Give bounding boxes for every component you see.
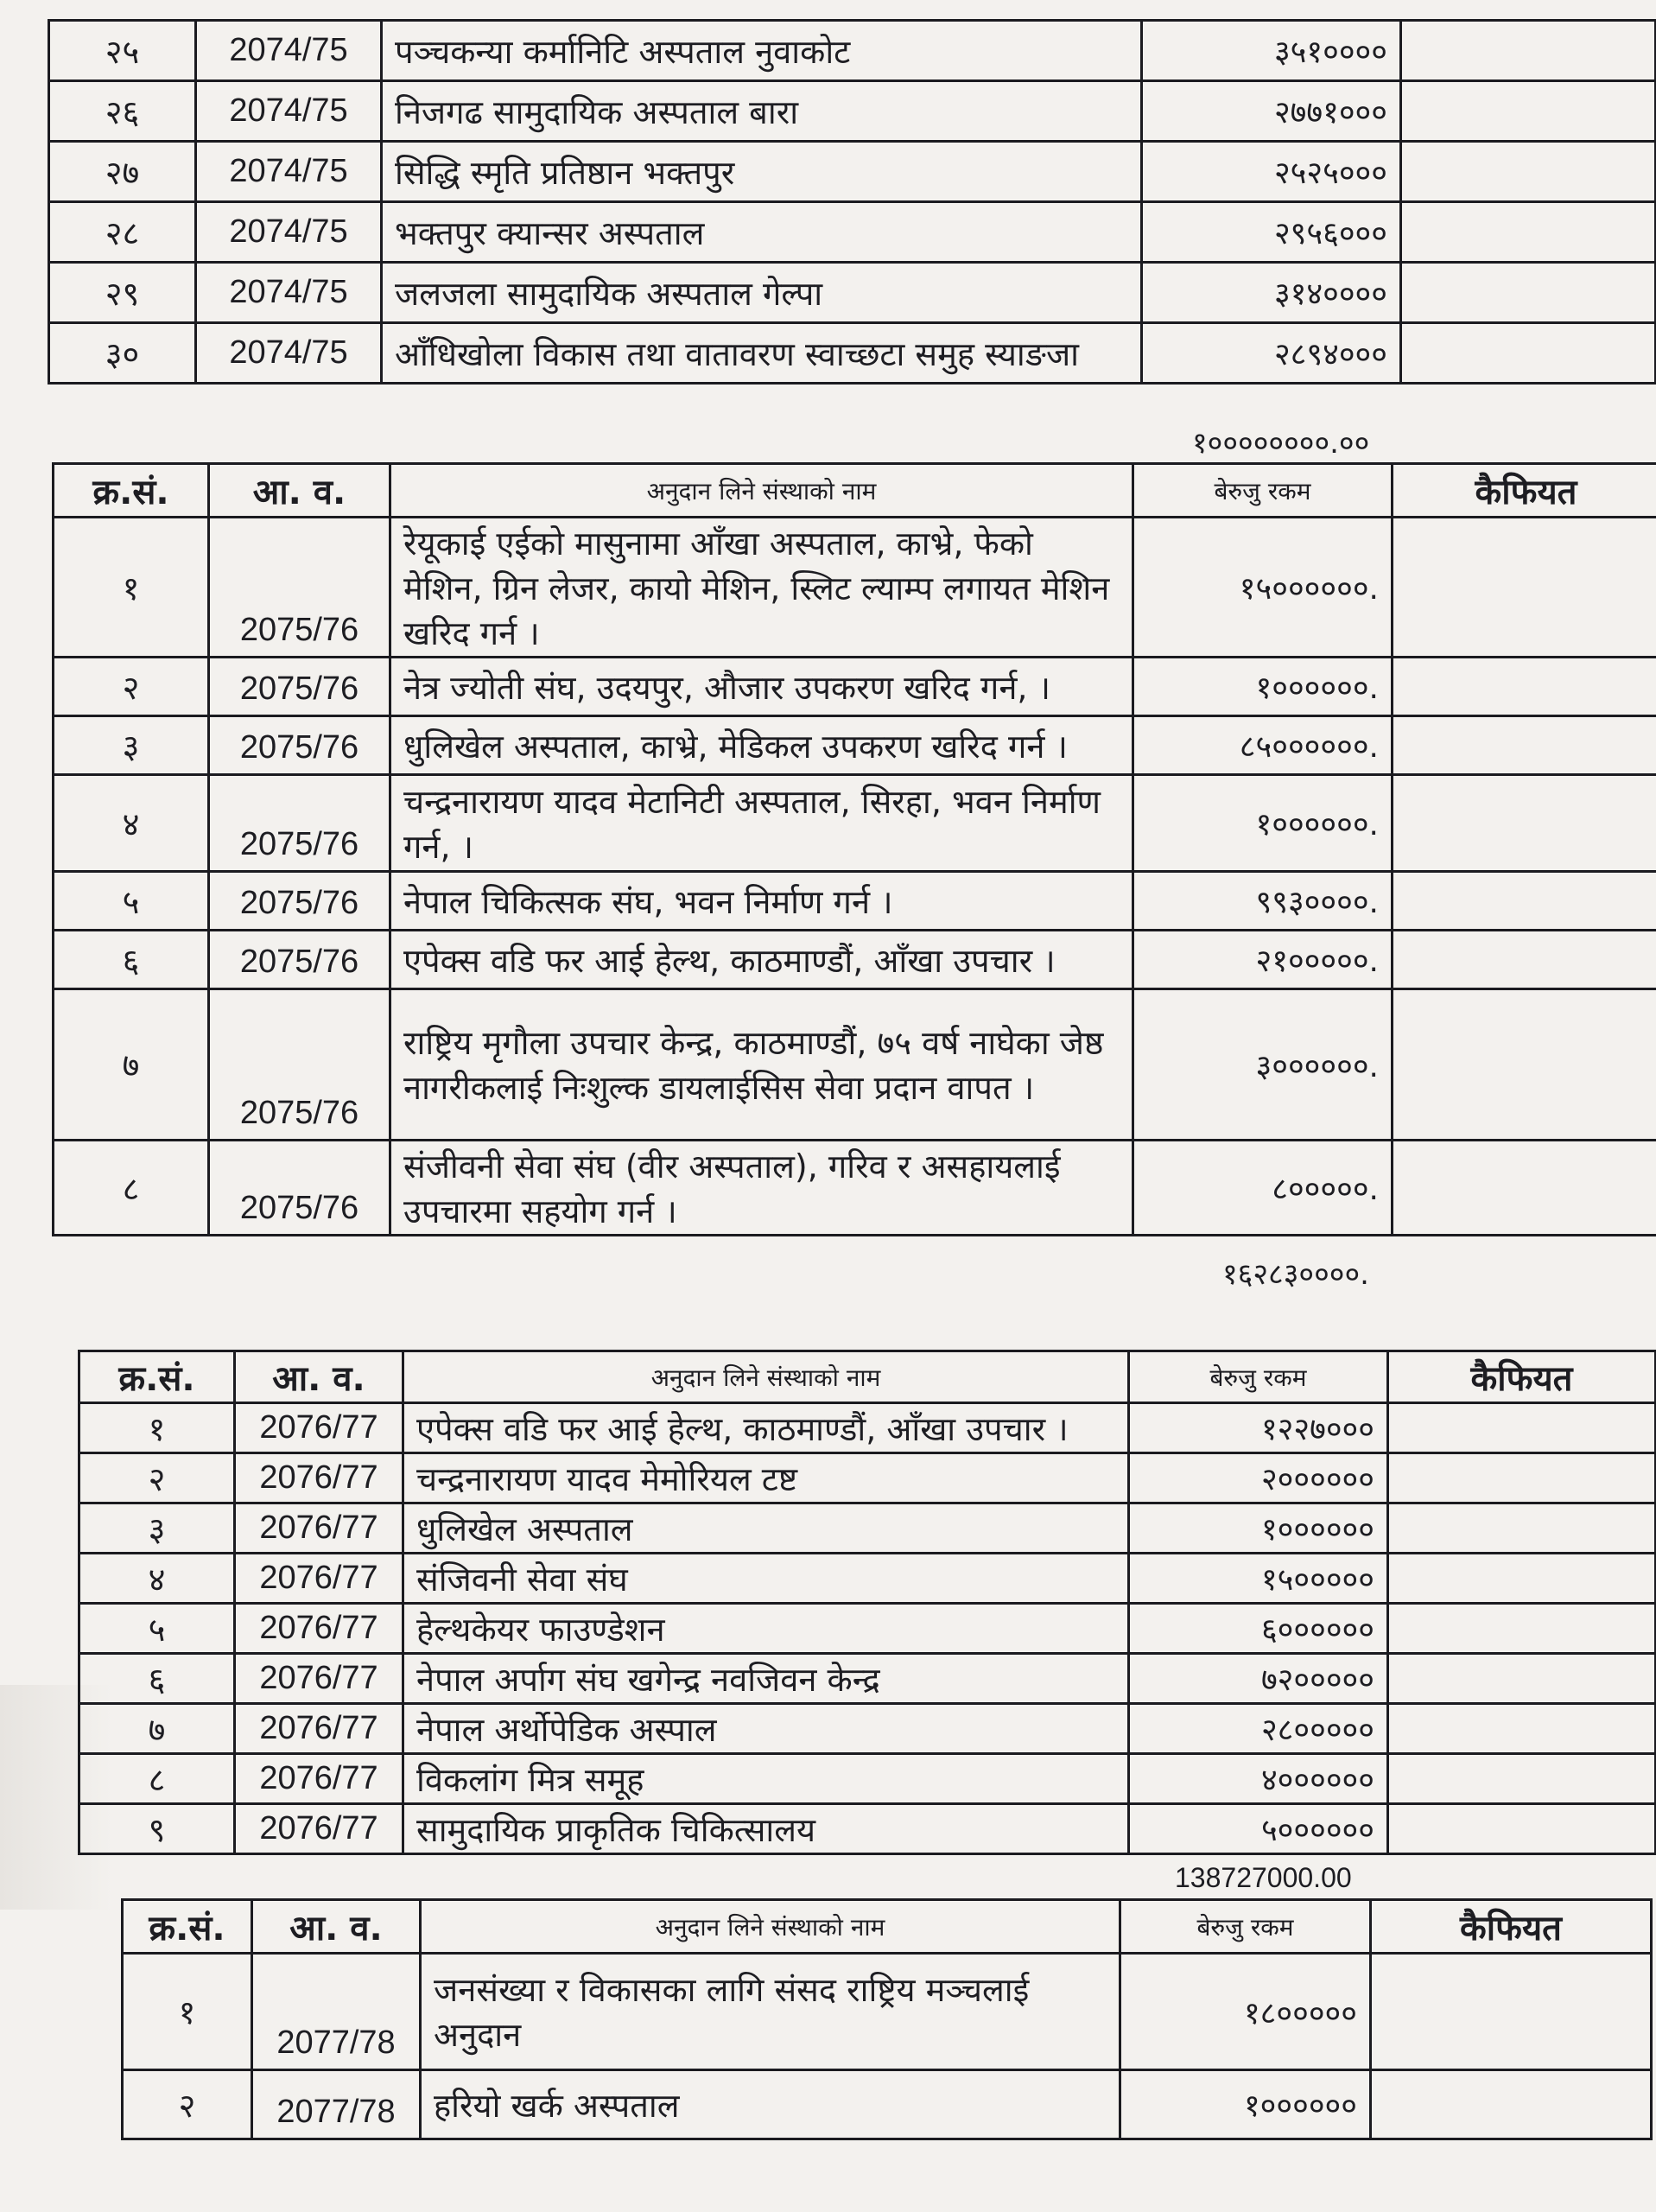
serial-number-cell: ७ <box>79 1704 235 1754</box>
grant-table-2077-78 <box>121 1898 1653 2140</box>
organization-name-cell: सामुदायिक प्राकृतिक चिकित्सालय <box>403 1804 1129 1854</box>
grant-table-2074-75 <box>48 19 1656 385</box>
amount-cell: ७२००००० <box>1129 1654 1388 1704</box>
header-sn: क्र.सं. <box>54 464 209 518</box>
fiscal-year-cell: 2076/77 <box>235 1554 403 1604</box>
table-row <box>79 1403 1656 1453</box>
fiscal-year-cell: 2075/76 <box>209 775 390 872</box>
remarks-cell <box>1388 1704 1656 1754</box>
remarks-cell <box>1388 1403 1656 1453</box>
serial-number-cell: ३० <box>49 323 196 384</box>
amount-cell: ४०००००० <box>1129 1754 1388 1804</box>
amount-cell: २८००००० <box>1129 1704 1388 1754</box>
remarks-cell <box>1401 323 1656 384</box>
amount-cell: ३१४०००० <box>1142 263 1401 323</box>
header-sn: क्र.सं. <box>123 1900 252 1954</box>
organization-name-cell: विकलांग मित्र समूह <box>403 1754 1129 1804</box>
organization-name-cell: एपेक्स वडि फर आई हेल्थ, काठमाण्डौं, आँखा उपचार । <box>390 931 1133 989</box>
table-row <box>79 1754 1656 1804</box>
table-row <box>54 658 1656 716</box>
fiscal-year-cell: 2077/78 <box>252 1954 421 2070</box>
amount-cell: १००००००. <box>1133 775 1393 872</box>
amount-cell: १५००००००. <box>1133 518 1393 658</box>
serial-number-cell: ६ <box>79 1654 235 1704</box>
amount-cell: ८५००००००. <box>1133 716 1393 775</box>
fiscal-year-cell: 2076/77 <box>235 1804 403 1854</box>
serial-number-cell: २६ <box>49 81 196 142</box>
serial-number-cell: २७ <box>49 142 196 202</box>
table2-total: १६२८३००००. <box>1222 1257 1369 1292</box>
remarks-cell <box>1388 1654 1656 1704</box>
fiscal-year-cell: 2076/77 <box>235 1503 403 1554</box>
header-org: अनुदान लिने संस्थाको नाम <box>403 1351 1129 1403</box>
serial-number-cell: २ <box>123 2070 252 2139</box>
serial-number-cell: ५ <box>54 872 209 931</box>
organization-name-cell: आँधिखोला विकास तथा वातावरण स्वाच्छटा समुह स्याङजा <box>382 323 1142 384</box>
serial-number-cell: ८ <box>79 1754 235 1804</box>
serial-number-cell: १ <box>123 1954 252 2070</box>
amount-cell: १०००००० <box>1129 1503 1388 1554</box>
organization-name-cell: भक्तपुर क्यान्सर अस्पताल <box>382 202 1142 263</box>
header-amount: बेरुजु रकम <box>1120 1900 1371 1954</box>
serial-number-cell: ४ <box>79 1554 235 1604</box>
amount-cell: ३००००००. <box>1133 989 1393 1141</box>
fiscal-year-cell: 2075/76 <box>209 658 390 716</box>
table-row <box>54 989 1656 1141</box>
amount-cell: २५२५००० <box>1142 142 1401 202</box>
table1-total: १००००००००.०० <box>1192 426 1370 461</box>
serial-number-cell: ५ <box>79 1604 235 1654</box>
table-row <box>49 81 1656 142</box>
organization-name-cell: एपेक्स वडि फर आई हेल्थ, काठमाण्डौं, आँखा उपचार । <box>403 1403 1129 1453</box>
table-row <box>54 518 1656 658</box>
header-amount: बेरुजु रकम <box>1129 1351 1388 1403</box>
header-org: अनुदान लिने संस्थाको नाम <box>390 464 1133 518</box>
fiscal-year-cell: 2075/76 <box>209 989 390 1141</box>
serial-number-cell: ४ <box>54 775 209 872</box>
table-row <box>54 716 1656 775</box>
header-amount: बेरुजु रकम <box>1133 464 1393 518</box>
fiscal-year-cell: 2076/77 <box>235 1604 403 1654</box>
remarks-cell <box>1393 1141 1656 1236</box>
amount-cell: १२२७००० <box>1129 1403 1388 1453</box>
remarks-cell <box>1393 716 1656 775</box>
serial-number-cell: ३ <box>79 1503 235 1554</box>
amount-cell: २१०००००. <box>1133 931 1393 989</box>
serial-number-cell: २ <box>54 658 209 716</box>
serial-number-cell: १ <box>54 518 209 658</box>
remarks-cell <box>1401 142 1656 202</box>
table-row <box>79 1704 1656 1754</box>
remarks-cell <box>1393 931 1656 989</box>
table3-total: 138727000.00 <box>1175 1862 1352 1893</box>
fiscal-year-cell: 2076/77 <box>235 1704 403 1754</box>
organization-name-cell: नेपाल अर्थोपेडिक अस्पाल <box>403 1704 1129 1754</box>
organization-name-cell: नेपाल अर्पाग संघ खगेन्द्र नवजिवन केन्द्र <box>403 1654 1129 1704</box>
fiscal-year-cell: 2074/75 <box>196 263 382 323</box>
remarks-cell <box>1401 81 1656 142</box>
organization-name-cell: धुलिखेल अस्पताल, काभ्रे, मेडिकल उपकरण खरिद गर्न । <box>390 716 1133 775</box>
fiscal-year-cell: 2075/76 <box>209 518 390 658</box>
table-row <box>79 1604 1656 1654</box>
grant-table-2076-77 <box>78 1350 1656 1855</box>
organization-name-cell: नेत्र ज्योती संघ, उदयपुर, औजार उपकरण खरिद गर्न, । <box>390 658 1133 716</box>
table-row <box>49 323 1656 384</box>
serial-number-cell: ९ <box>79 1804 235 1854</box>
organization-name-cell: चन्द्रनारायण यादव मेटानिटी अस्पताल, सिरहा, भवन निर्माण गर्न, । <box>390 775 1133 872</box>
remarks-cell <box>1393 775 1656 872</box>
organization-name-cell: जलजला सामुदायिक अस्पताल गेल्पा <box>382 263 1142 323</box>
table-row <box>54 872 1656 931</box>
header-org: अनुदान लिने संस्थाको नाम <box>421 1900 1120 1954</box>
header-sn: क्र.सं. <box>79 1351 235 1403</box>
organization-name-cell: जनसंख्या र विकासका लागि संसद राष्ट्रिय मञ्चलाई अनुदान <box>421 1954 1120 2070</box>
organization-name-cell: धुलिखेल अस्पताल <box>403 1503 1129 1554</box>
organization-name-cell: संजीवनी सेवा संघ (वीर अस्पताल), गरिव र असहायलाई उपचारमा सहयोग गर्न । <box>390 1141 1133 1236</box>
table-row <box>49 142 1656 202</box>
serial-number-cell: ७ <box>54 989 209 1141</box>
organization-name-cell: नेपाल चिकित्सक संघ, भवन निर्माण गर्न । <box>390 872 1133 931</box>
remarks-cell <box>1388 1503 1656 1554</box>
header-year: आ. व. <box>209 464 390 518</box>
header-remarks: कैफियत <box>1388 1351 1656 1403</box>
organization-name-cell: चन्द्रनारायण यादव मेमोरियल टष्ट <box>403 1453 1129 1503</box>
amount-cell: ६०००००० <box>1129 1604 1388 1654</box>
amount-cell: १००००००. <box>1133 658 1393 716</box>
table-row <box>49 263 1656 323</box>
remarks-cell <box>1401 263 1656 323</box>
grant-table-2075-76 <box>52 462 1656 1236</box>
table-row <box>123 1954 1652 2070</box>
table-row <box>79 1804 1656 1854</box>
amount-cell: ८०००००. <box>1133 1141 1393 1236</box>
remarks-cell <box>1393 872 1656 931</box>
amount-cell: १०००००० <box>1120 2070 1371 2139</box>
table-row <box>54 775 1656 872</box>
amount-cell: ३५१०००० <box>1142 21 1401 81</box>
fiscal-year-cell: 2077/78 <box>252 2070 421 2139</box>
amount-cell: १८००००० <box>1120 1954 1371 2070</box>
fiscal-year-cell: 2076/77 <box>235 1654 403 1704</box>
table-row <box>79 1453 1656 1503</box>
fiscal-year-cell: 2074/75 <box>196 21 382 81</box>
remarks-cell <box>1401 202 1656 263</box>
table-row <box>79 1554 1656 1604</box>
serial-number-cell: ३ <box>54 716 209 775</box>
amount-cell: २०००००० <box>1129 1453 1388 1503</box>
fiscal-year-cell: 2076/77 <box>235 1403 403 1453</box>
organization-name-cell: पञ्चकन्या कर्मानिटि अस्पताल नुवाकोट <box>382 21 1142 81</box>
organization-name-cell: संजिवनी सेवा संघ <box>403 1554 1129 1604</box>
amount-cell: २९५६००० <box>1142 202 1401 263</box>
remarks-cell <box>1388 1754 1656 1804</box>
amount-cell: ५०००००० <box>1129 1804 1388 1854</box>
table-row <box>79 1654 1656 1704</box>
amount-cell: २७७१००० <box>1142 81 1401 142</box>
amount-cell: १५००००० <box>1129 1554 1388 1604</box>
amount-cell: ९९३००००. <box>1133 872 1393 931</box>
header-year: आ. व. <box>235 1351 403 1403</box>
remarks-cell <box>1371 1954 1652 2070</box>
fiscal-year-cell: 2074/75 <box>196 142 382 202</box>
remarks-cell <box>1393 658 1656 716</box>
table-row <box>123 2070 1652 2139</box>
remarks-cell <box>1393 518 1656 658</box>
table-row <box>49 21 1656 81</box>
remarks-cell <box>1388 1453 1656 1503</box>
organization-name-cell: राष्ट्रिय मृगौला उपचार केन्द्र, काठमाण्डौं, ७५ वर्ष नाघेका जेष्ठ नागरीकलाई निःशुल्क डायलाईसिस सेवा प्रदान वापत । <box>390 989 1133 1141</box>
serial-number-cell: ६ <box>54 931 209 989</box>
amount-cell: २८९४००० <box>1142 323 1401 384</box>
fiscal-year-cell: 2075/76 <box>209 1141 390 1236</box>
fiscal-year-cell: 2074/75 <box>196 323 382 384</box>
organization-name-cell: हरियो खर्क अस्पताल <box>421 2070 1120 2139</box>
fiscal-year-cell: 2074/75 <box>196 202 382 263</box>
table-row <box>49 202 1656 263</box>
table-row <box>79 1503 1656 1554</box>
fiscal-year-cell: 2075/76 <box>209 931 390 989</box>
remarks-cell <box>1388 1554 1656 1604</box>
remarks-cell <box>1401 21 1656 81</box>
header-year: आ. व. <box>252 1900 421 1954</box>
serial-number-cell: २ <box>79 1453 235 1503</box>
remarks-cell <box>1388 1804 1656 1854</box>
organization-name-cell: रेयूकाई एईको मासुनामा आँखा अस्पताल, काभ्रे, फेको मेशिन, ग्रिन लेजर, कायो मेशिन, स्लिट ल्याम्प लगायत मेशिन खरिद गर्न । <box>390 518 1133 658</box>
fiscal-year-cell: 2076/77 <box>235 1754 403 1804</box>
fiscal-year-cell: 2074/75 <box>196 81 382 142</box>
serial-number-cell: २५ <box>49 21 196 81</box>
fiscal-year-cell: 2075/76 <box>209 872 390 931</box>
header-remarks: कैफियत <box>1371 1900 1652 1954</box>
serial-number-cell: ८ <box>54 1141 209 1236</box>
remarks-cell <box>1371 2070 1652 2139</box>
organization-name-cell: सिद्धि स्मृति प्रतिष्ठान भक्तपुर <box>382 142 1142 202</box>
fiscal-year-cell: 2075/76 <box>209 716 390 775</box>
table-row <box>54 931 1656 989</box>
table-row <box>54 1141 1656 1236</box>
serial-number-cell: २९ <box>49 263 196 323</box>
fiscal-year-cell: 2076/77 <box>235 1453 403 1503</box>
serial-number-cell: २८ <box>49 202 196 263</box>
remarks-cell <box>1388 1604 1656 1654</box>
organization-name-cell: हेल्थकेयर फाउण्डेशन <box>403 1604 1129 1654</box>
header-remarks: कैफियत <box>1393 464 1656 518</box>
remarks-cell <box>1393 989 1656 1141</box>
organization-name-cell: निजगढ सामुदायिक अस्पताल बारा <box>382 81 1142 142</box>
serial-number-cell: १ <box>79 1403 235 1453</box>
